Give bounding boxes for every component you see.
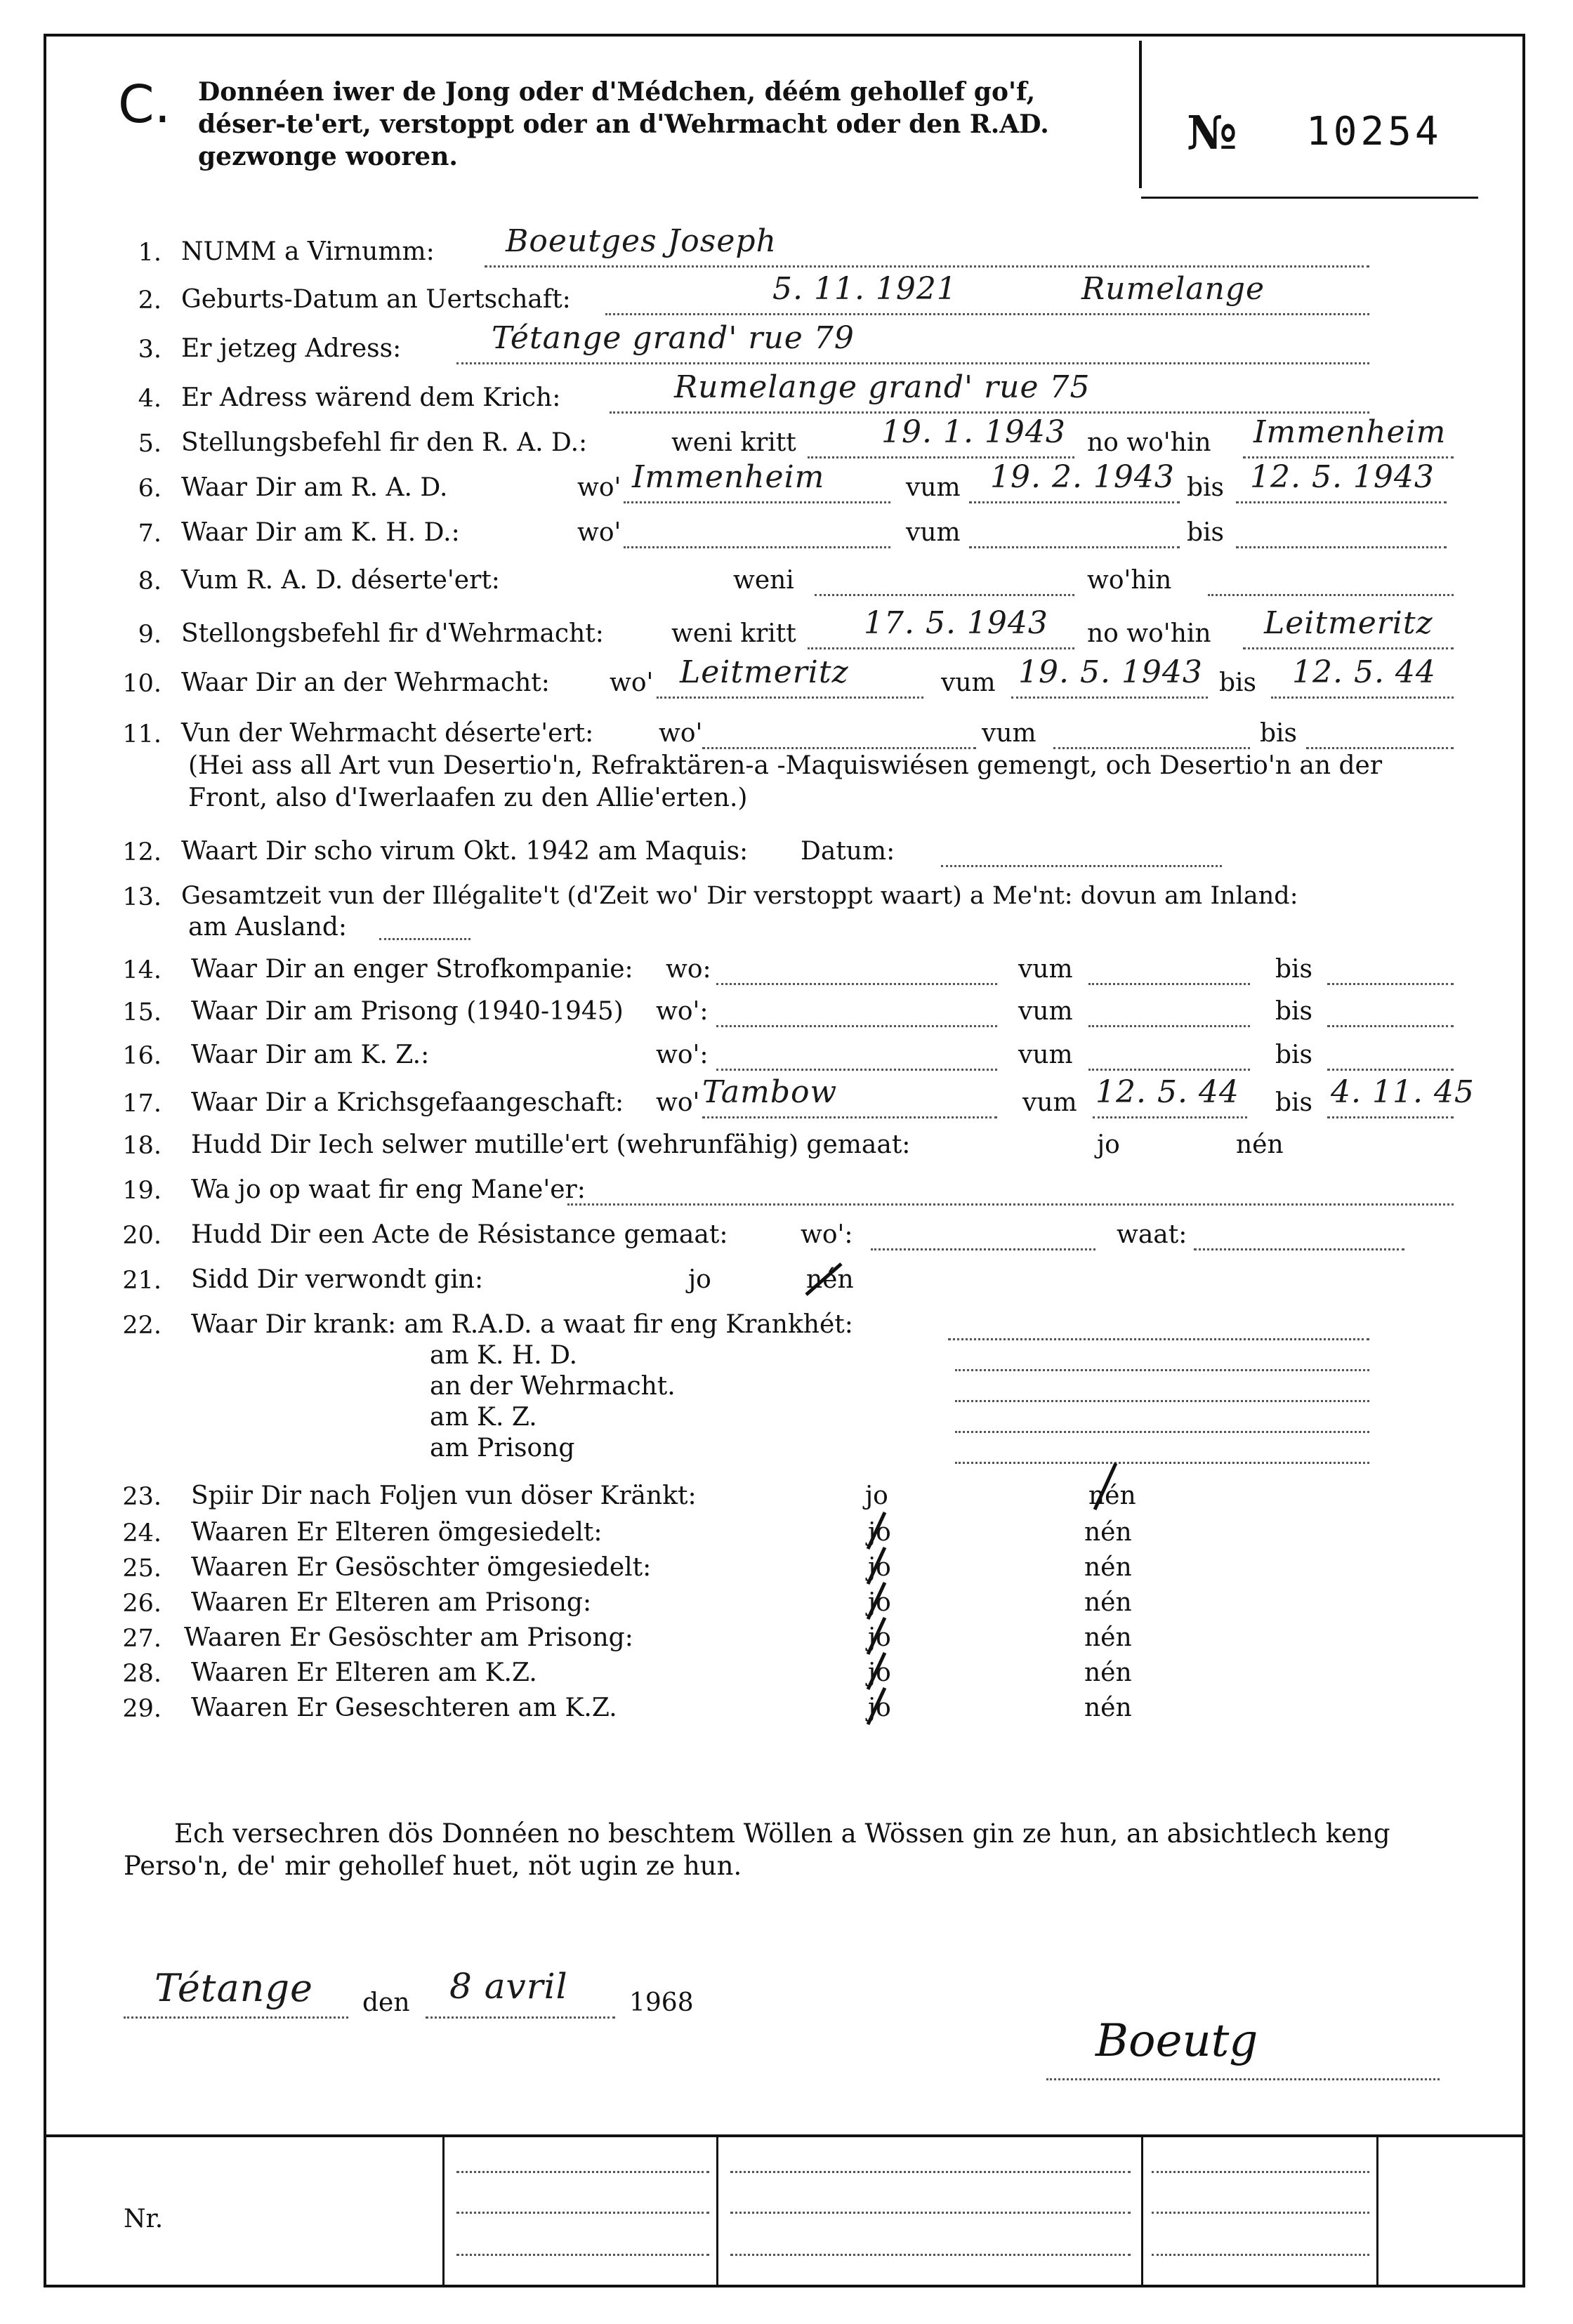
signature-line xyxy=(1046,2078,1440,2080)
yes-option[interactable]: jo xyxy=(688,1265,711,1294)
field-label: bis xyxy=(1260,719,1298,748)
row-number: 28. xyxy=(122,1660,162,1688)
row-note: (Hei ass all Art vun Desertio'n, Refraktären-a -Maquiswiésen gemengt, och Desertio'n an der xyxy=(188,751,1383,780)
number-symbol: № xyxy=(1187,105,1237,160)
answer-line xyxy=(955,1462,1369,1464)
row-label: Waar Dir am K. H. D.: xyxy=(181,518,460,547)
answer-line xyxy=(1088,983,1250,985)
declaration-line: Perso'n, de' mir gehollef huet, nöt ugin ze hun. xyxy=(124,1851,742,1881)
no-option[interactable]: nén xyxy=(1084,1623,1132,1652)
answer-line xyxy=(485,265,1369,268)
sub-label: am K. Z. xyxy=(430,1403,537,1432)
answer-line xyxy=(871,1248,1095,1250)
row-number: 15. xyxy=(122,998,162,1026)
answer-line xyxy=(941,865,1222,867)
sub-label: am K. H. D. xyxy=(430,1341,578,1370)
no-option[interactable]: nén xyxy=(1084,1518,1132,1547)
row-number: 19. xyxy=(122,1177,162,1205)
row-number: 4. xyxy=(138,385,162,413)
field-label: bis xyxy=(1187,473,1225,502)
row-number: 26. xyxy=(122,1590,162,1618)
row-number: 29. xyxy=(122,1695,162,1723)
field-label: no wo'hin xyxy=(1087,619,1211,648)
handwritten-place[interactable]: Tétange xyxy=(154,1966,313,2010)
answer-line xyxy=(1306,747,1454,749)
answer-line xyxy=(955,1400,1369,1402)
no-option[interactable]: nén xyxy=(1084,1553,1132,1582)
answer-line xyxy=(1271,696,1454,699)
row-number: 12. xyxy=(122,838,162,866)
yes-option[interactable]: jo xyxy=(868,1623,891,1652)
yes-option[interactable]: jo xyxy=(868,1694,891,1722)
answer-line xyxy=(702,1116,997,1118)
footer-column-divider xyxy=(716,2137,718,2286)
den-label: den xyxy=(362,1988,410,2017)
field-label: waat: xyxy=(1117,1220,1187,1249)
row-number: 17. xyxy=(122,1090,162,1118)
answer-line xyxy=(1088,1025,1250,1027)
answer-line xyxy=(379,938,470,940)
yes-option[interactable]: jo xyxy=(868,1658,891,1687)
row-label: Stellungsbefehl fir den R. A. D.: xyxy=(181,428,588,457)
field-label: wo: xyxy=(666,955,711,984)
field-label: weni kritt xyxy=(671,428,796,457)
handwritten-place[interactable]: Leitmeritz xyxy=(680,654,849,690)
answer-line xyxy=(657,696,923,699)
row-number: 3. xyxy=(138,336,162,364)
row-number: 22. xyxy=(122,1312,162,1340)
row-label: Waaren Er Elteren ömgesiedelt: xyxy=(191,1518,603,1547)
handwritten-date[interactable]: 12. 5. 44 xyxy=(1292,654,1436,690)
row-number: 11. xyxy=(122,720,162,748)
answer-line xyxy=(716,1025,997,1027)
field-label: bis xyxy=(1275,1088,1313,1117)
handwritten-date[interactable]: 17. 5. 1943 xyxy=(864,605,1048,641)
number-underline-rule xyxy=(1141,197,1478,199)
row-label: Er Adress wärend dem Krich: xyxy=(181,383,561,412)
answer-line xyxy=(605,313,1369,315)
row-number: 16. xyxy=(122,1042,162,1070)
row-label: NUMM a Virnumm: xyxy=(181,237,435,266)
row-number: 21. xyxy=(122,1267,162,1295)
answer-line xyxy=(1236,546,1447,548)
check-mark-icon xyxy=(861,1685,892,1729)
field-label: wo': xyxy=(801,1220,853,1249)
handwritten-place[interactable]: Immenheim xyxy=(632,459,825,495)
field-label: no wo'hin xyxy=(1087,428,1211,457)
handwritten-date[interactable]: 19. 5. 1943 xyxy=(1018,654,1203,690)
no-option[interactable]: nén xyxy=(1084,1658,1132,1687)
field-label: vum xyxy=(982,719,1036,748)
row-label: Waar Dir an der Wehrmacht: xyxy=(181,668,550,697)
field-label: bis xyxy=(1187,518,1225,547)
date-line xyxy=(426,2016,615,2019)
field-label: wo' xyxy=(610,668,654,697)
handwritten-name[interactable]: Boeutges Joseph xyxy=(506,223,777,259)
answer-line xyxy=(456,362,1369,364)
footer-column-divider xyxy=(1141,2137,1143,2286)
answer-line xyxy=(1327,1116,1454,1118)
row-note: Front, also d'Iwerlaafen zu den Allie'erten.) xyxy=(188,784,748,812)
row-label: Gesamtzeit vun der Illégalite't (d'Zeit wo' Dir verstoppt waart) a Me'nt: dovun am Inland: xyxy=(181,882,1298,910)
answer-line xyxy=(1208,594,1454,596)
row-label: Waar Dir am K. Z.: xyxy=(191,1041,430,1069)
field-label: vum xyxy=(1018,1041,1073,1069)
field-label: bis xyxy=(1275,955,1313,984)
field-label: wo' xyxy=(577,473,621,502)
yes-option[interactable]: jo xyxy=(865,1481,888,1510)
row-number: 14. xyxy=(122,956,162,984)
row-number: 24. xyxy=(122,1519,162,1547)
handwritten-date[interactable]: 19. 2. 1943 xyxy=(990,459,1175,495)
handwritten-date[interactable]: 4. 11. 45 xyxy=(1331,1074,1475,1110)
field-label: weni xyxy=(733,566,794,595)
field-label: Datum: xyxy=(801,837,895,866)
answer-line xyxy=(808,647,1074,649)
row-label: Hudd Dir Iech selwer mutille'ert (wehrunfähig) gemaat: xyxy=(191,1130,911,1159)
field-label: wo' xyxy=(577,518,621,547)
footer-column-divider xyxy=(1376,2137,1378,2286)
answer-line xyxy=(624,501,890,503)
row-label: Er jetzeg Adress: xyxy=(181,334,402,363)
row-label: Waar Dir an enger Strofkompanie: xyxy=(191,955,633,984)
field-label: vum xyxy=(1018,997,1073,1026)
answer-line xyxy=(610,411,1369,414)
handwritten-birthdate[interactable]: 5. 11. 1921 xyxy=(772,271,957,307)
row-number: 20. xyxy=(122,1222,162,1250)
footer-line xyxy=(456,2212,709,2214)
answer-line xyxy=(1053,747,1250,749)
field-label: am Ausland: xyxy=(188,913,348,942)
answer-line xyxy=(808,456,1074,458)
row-number: 8. xyxy=(138,567,162,595)
footer-line xyxy=(456,2171,709,2173)
no-option[interactable]: nén xyxy=(1084,1588,1132,1617)
row-label: Vum R. A. D. déserte'ert: xyxy=(181,566,500,595)
no-option[interactable]: nén xyxy=(1088,1481,1136,1510)
sub-label: am Prisong xyxy=(430,1434,575,1463)
row-label: Waar Dir krank: am R.A.D. a waat fir eng Krankhét: xyxy=(191,1310,853,1339)
row-number: 2. xyxy=(138,286,162,315)
nr-label: Nr. xyxy=(124,2205,164,2233)
answer-line xyxy=(969,546,1180,548)
handwritten-place[interactable]: Immenheim xyxy=(1253,414,1447,450)
row-number: 23. xyxy=(122,1483,162,1511)
row-label: Vun der Wehrmacht déserte'ert: xyxy=(181,719,594,748)
row-label: Waaren Er Elteren am Prisong: xyxy=(191,1588,592,1617)
field-label: wo': xyxy=(656,1041,709,1069)
footer-line xyxy=(1152,2171,1369,2173)
header-divider xyxy=(1139,41,1142,188)
check-mark-icon xyxy=(801,1260,850,1302)
answer-line xyxy=(1194,1248,1404,1250)
row-label: Waaren Er Gesöschter ömgesiedelt: xyxy=(191,1553,652,1582)
row-number: 25. xyxy=(122,1554,162,1583)
answer-line xyxy=(948,1338,1369,1340)
answer-line xyxy=(1093,1116,1247,1118)
answer-line xyxy=(955,1431,1369,1433)
row-label: Stellongsbefehl fir d'Wehrmacht: xyxy=(181,619,604,648)
row-number: 1. xyxy=(138,239,162,267)
yes-option[interactable]: jo xyxy=(1097,1130,1120,1159)
field-label: vum xyxy=(906,518,961,547)
footer-rule xyxy=(44,2134,1525,2137)
answer-line xyxy=(702,747,976,749)
field-label: bis xyxy=(1275,997,1313,1026)
row-number: 18. xyxy=(122,1132,162,1160)
footer-line xyxy=(1152,2254,1369,2256)
handwritten-place[interactable]: Tambow xyxy=(702,1074,838,1110)
handwritten-birthplace[interactable]: Rumelange xyxy=(1081,271,1265,307)
year-label: 1968 xyxy=(629,1988,694,2017)
place-line xyxy=(124,2016,348,2019)
form-number: 10254 xyxy=(1306,109,1442,154)
row-label: Waart Dir scho virum Okt. 1942 am Maquis: xyxy=(181,837,749,866)
footer-line xyxy=(456,2254,709,2256)
answer-line xyxy=(1327,1069,1454,1071)
sub-label: an der Wehrmacht. xyxy=(430,1372,676,1401)
answer-line xyxy=(716,1069,997,1071)
footer-line xyxy=(730,2171,1131,2173)
handwritten-date[interactable]: 12. 5. 1943 xyxy=(1250,459,1435,495)
row-label: Hudd Dir een Acte de Résistance gemaat: xyxy=(191,1220,728,1249)
field-label: wo': xyxy=(656,997,709,1026)
row-label: Waar Dir a Krichsgefaangeschaft: xyxy=(191,1088,624,1117)
no-option[interactable]: nén xyxy=(806,1265,854,1294)
field-label: vum xyxy=(1022,1088,1077,1117)
row-label: Waaren Er Geseschteren am K.Z. xyxy=(191,1694,617,1722)
field-label: bis xyxy=(1219,668,1257,697)
footer-line xyxy=(730,2212,1131,2214)
row-label: Waar Dir am Prisong (1940-1945) xyxy=(191,997,624,1026)
answer-line xyxy=(955,1369,1369,1371)
row-number: 5. xyxy=(138,430,162,458)
handwritten-place[interactable]: Leitmeritz xyxy=(1264,605,1433,641)
signature: Boeutg xyxy=(1095,2015,1258,2067)
check-mark-icon xyxy=(1085,1459,1127,1515)
answer-line xyxy=(1011,696,1208,699)
row-label: Spiir Dir nach Foljen vun döser Kränkt: xyxy=(191,1481,697,1510)
field-label: vum xyxy=(1018,955,1073,984)
handwritten-date[interactable]: 8 avril xyxy=(449,1966,568,2007)
answer-line xyxy=(969,501,1180,503)
answer-line xyxy=(1327,1025,1454,1027)
handwritten-date[interactable]: 12. 5. 44 xyxy=(1095,1074,1239,1110)
answer-line xyxy=(1243,647,1454,649)
answer-line xyxy=(716,983,997,985)
answer-line xyxy=(1088,1069,1250,1071)
row-number: 7. xyxy=(138,520,162,548)
yes-option[interactable]: jo xyxy=(868,1553,891,1582)
answer-line xyxy=(815,594,1074,596)
row-number: 10. xyxy=(122,670,162,698)
yes-option[interactable]: jo xyxy=(868,1588,891,1617)
form-title: Donnéen iwer de Jong oder d'Médchen, déém gehollef go'f, déser-te'ert, verstoppt oder an d'Wehrmacht oder den R.AD. gezwonge wooren. xyxy=(198,77,1049,171)
field-label: wo'hin xyxy=(1087,566,1172,595)
declaration-line: Ech versechren dös Donnéen no beschtem Wöllen a Wössen gin ze hun, an absichtlech keng xyxy=(174,1818,1390,1849)
answer-line xyxy=(1327,983,1454,985)
row-label: Geburts-Datum an Uertschaft: xyxy=(181,285,571,314)
footer-line xyxy=(730,2254,1131,2256)
handwritten-date[interactable]: 19. 1. 1943 xyxy=(881,414,1066,450)
yes-option[interactable]: jo xyxy=(868,1518,891,1547)
field-label: bis xyxy=(1275,1041,1313,1069)
field-label: weni kritt xyxy=(671,619,796,648)
row-label: Waaren Er Gesöschter am Prisong: xyxy=(184,1623,633,1652)
section-letter: C. xyxy=(118,74,171,135)
row-label: Wa jo op waat fir eng Mane'er: xyxy=(191,1175,586,1204)
field-label: wo' xyxy=(659,719,703,748)
row-label: Waar Dir am R. A. D. xyxy=(181,473,448,502)
answer-line xyxy=(567,1203,1454,1206)
handwritten-war-address[interactable]: Rumelange grand' rue 75 xyxy=(674,369,1091,405)
handwritten-address[interactable]: Tétange grand' rue 79 xyxy=(492,320,855,356)
field-label: wo' xyxy=(656,1088,700,1117)
answer-line xyxy=(1243,456,1454,458)
footer-line xyxy=(1152,2212,1369,2214)
row-number: 9. xyxy=(138,621,162,649)
row-label: Sidd Dir verwondt gin: xyxy=(191,1265,484,1294)
footer-column-divider xyxy=(442,2137,445,2286)
answer-line xyxy=(624,546,890,548)
field-label: vum xyxy=(941,668,996,697)
row-number: 27. xyxy=(122,1625,162,1653)
answer-line xyxy=(1236,501,1447,503)
row-number: 13. xyxy=(122,883,162,911)
row-number: 6. xyxy=(138,475,162,503)
no-option[interactable]: nén xyxy=(1236,1130,1284,1159)
no-option[interactable]: nén xyxy=(1084,1694,1132,1722)
row-label: Waaren Er Elteren am K.Z. xyxy=(191,1658,537,1687)
field-label: vum xyxy=(906,473,961,502)
